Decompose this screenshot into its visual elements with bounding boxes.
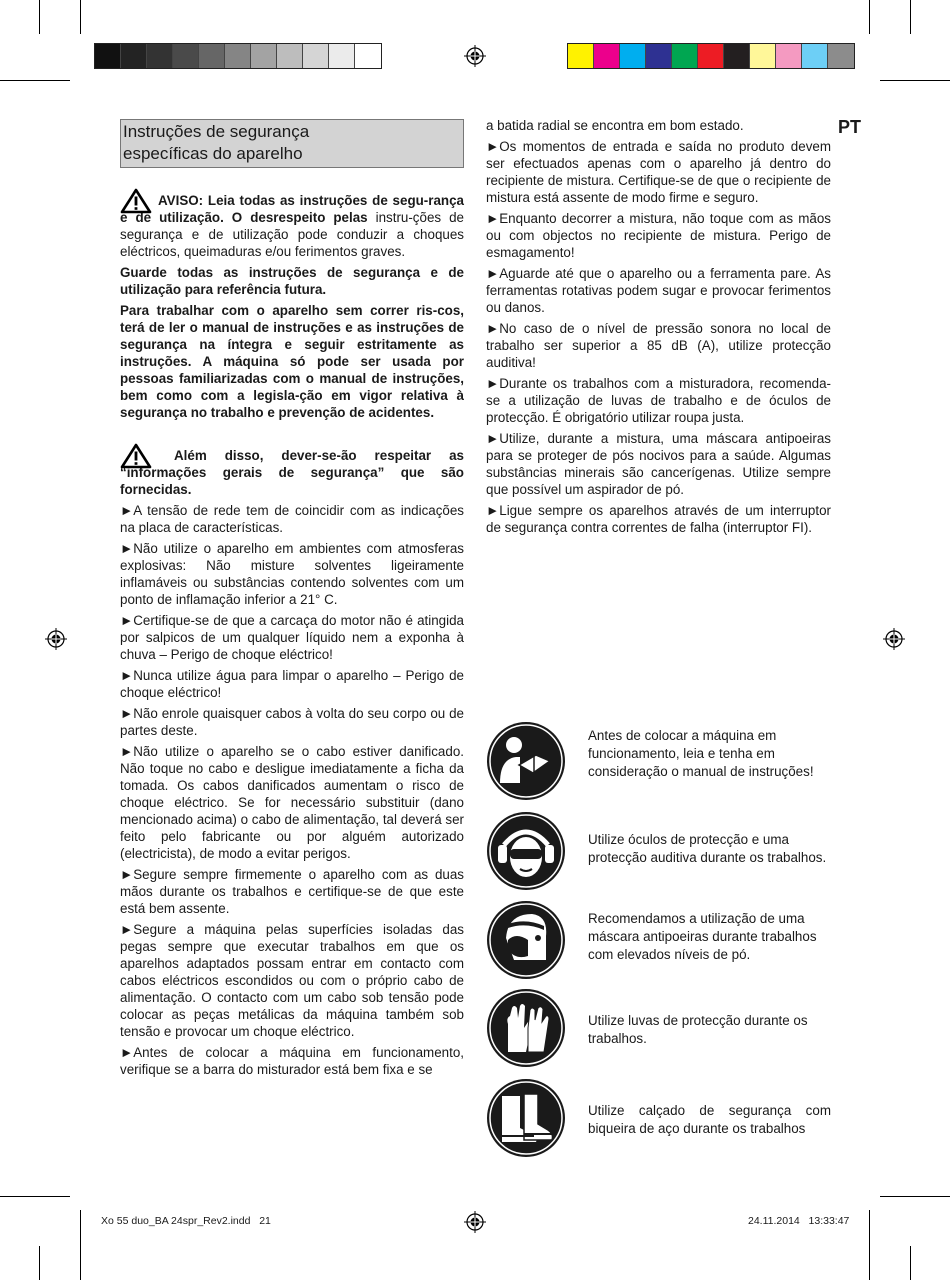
color-swatch [173,44,199,68]
crop-mark [880,80,950,81]
left-column [120,119,464,1082]
eye-ear-protection-icon [486,811,566,891]
color-swatch [355,44,381,68]
crop-mark [869,0,870,34]
crop-mark [39,1246,40,1280]
list-item: ►Durante os trabalhos com a misturadora, recomenda-se a utilização de luvas de trabalho e de óculos de protecção. É obrigatório utilizar roupa justa. [486,376,831,425]
color-swatch [121,44,147,68]
list-item: ►Não utilize o aparelho em ambientes com atmosferas explosivas: Não misture solventes ligeiramente inflamáveis ou substâncias contendo solventes com um ponto de inflamação inferior a 21° C. [120,541,464,607]
color-swatch [147,44,173,68]
crop-mark [880,1196,950,1197]
color-swatch [802,44,828,68]
registration-mark-icon [464,1211,486,1233]
general-note [120,447,464,498]
list-item: ►Não enrole quaisquer cabos à volta do seu corpo ou de partes deste. [120,706,464,738]
list-item: ►Segure sempre firmemente o aparelho com as duas mãos durante os trabalhos e certifique-se de que este está bem assente. [120,867,464,916]
footer-timestamp: 24.11.2014 13:33:47 [748,1215,850,1227]
list-item: ►Nunca utilize água para limpar o aparelho – Perigo de choque eléctrico! [120,668,464,700]
grayscale-bar [94,43,382,69]
list-item: ►A tensão de rede tem de coincidir com as indicações na placa de características. [120,503,464,535]
crop-mark [0,1196,70,1197]
crop-mark [910,0,911,34]
list-item: ►Aguarde até que o aparelho ou a ferramenta pare. As ferramentas rotativas podem sugar e provocar ferimentos ou danos. [486,266,831,315]
list-item: ►Segure a máquina pelas superfícies isoladas das pegas sempre que executar trabalhos em que os aparelhos adaptados possam entrar em contacto com cabos eléctricos escondidos ou com o próprio cabo de alimentação. O contacto com um cabo sob tensão pode colocar as peças metálicas da máquina também sob tensão e provocar um choque eléctrico. [120,922,464,1039]
sign-text: Utilize luvas de protecção durante os trabalhos. [588,1013,808,1046]
color-swatch [672,44,698,68]
footer-filename: Xo 55 duo_BA 24spr_Rev2.indd 21 [101,1215,271,1227]
color-swatch [724,44,750,68]
read-manual-icon [486,721,566,801]
warning-triangle-icon [120,188,152,214]
color-swatch [199,44,225,68]
crop-mark [869,1210,870,1280]
registration-mark-icon [45,628,67,650]
color-swatch [251,44,277,68]
warning-rest: instru-ções de segurança e de utilização pode conduzir a choques eléctricos, queimaduras e/ou ferimentos graves. [120,210,464,259]
list-item: ►Enquanto decorrer a mistura, não toque com as mãos ou com objectos no recipiente de mistura. Perigo de esmagamento! [486,211,831,260]
registration-mark-icon [883,628,905,650]
list-item: ►Utilize, durante a mistura, uma máscara antipoeiras para se proteger de pós nocivos para a saúde. Algumas substâncias minerais são cancerígenas. Utilize sempre que possível um aspirador de pó. [486,431,831,497]
list-item: ►Antes de colocar a máquina em funcionamento, verifique se a barra do misturador está bem fixa e se [120,1045,464,1077]
color-swatch [568,44,594,68]
list-item: ►Não utilize o aparelho se o cabo estiver danificado. Não toque no cabo e desligue imediatamente a ficha da tomada. Os cabos danificados aumentam o risco de choque eléctrico. Se for necessário substituir (dano mencionado acima) o cabo de alimentação, tal deverá ser feito pelo fabricante ou por alguém autorizado (electricista), de modo a evitar perigos. [120,744,464,861]
safety-boots-icon [486,1078,566,1158]
color-swatch [698,44,724,68]
language-tab: PT [838,117,862,137]
heading-line: específicas do aparelho [123,144,303,163]
color-swatch [828,44,854,68]
crop-mark [80,0,81,34]
warning-triangle-icon [120,443,152,469]
section-heading [120,119,464,168]
operating-note: Para trabalhar com o aparelho sem correr ris-cos, terá de ler o manual de instruções e as instruções de segurança na íntegra e seguir estritamente as instruções. A máquina só pode ser usada por pessoas familiarizadas com o manual de instruções, bem como com a legisla-ção em vigor relativa à segurança no trabalho e prevenção de acidentes. [120,303,464,420]
crop-mark [80,1210,81,1280]
list-item: a batida radial se encontra em bom estado. [486,118,744,133]
color-swatch [620,44,646,68]
color-swatch [750,44,776,68]
sign-text: Utilize calçado de segurança com biqueira de aço durante os trabalhos [588,1103,831,1136]
crop-mark [0,80,70,81]
color-swatch [646,44,672,68]
sign-text: Utilize óculos de protecção e uma protecção auditiva durante os trabalhos. [588,832,827,865]
warning-lead: AVISO: Leia todas as instruções de segu-rança e de utilização. O desrespeito pelas [120,193,464,225]
color-swatch [277,44,303,68]
list-item: ►Ligue sempre os aparelhos através de um interruptor de segurança contra correntes de falha (interruptor FI). [486,503,831,535]
list-item: ►Certifique-se de que a carcaça do motor não é atingida por salpicos de um qualquer líquido nem a exponha à chuva – Perigo de choque eléctrico! [120,613,464,662]
crop-mark [910,1246,911,1280]
warning-paragraph [120,192,464,260]
color-swatch [594,44,620,68]
sign-text: Recomendamos a utilização de uma máscara antipoeiras durante trabalhos com elevados níveis de pó. [588,911,817,962]
list-item: ►No caso de o nível de pressão sonora no local de trabalho ser superior a 85 dB (A), utilize protecção auditiva! [486,321,831,370]
color-swatch [225,44,251,68]
crop-mark [39,0,40,34]
gloves-icon [486,988,566,1068]
color-swatch [303,44,329,68]
list-item: ►Os momentos de entrada e saída no produto devem ser efectuados apenas com o aparelho já dentro do recipiente de mistura. Certifique-se de que o recipiente de mistura está assente de modo firme e seguro. [486,139,831,205]
heading-line: Instruções de segurança [123,122,310,141]
registration-mark-icon [464,45,486,67]
general-note-text: Além disso, dever-se-ão respeitar as “informações gerais de segurança” que são fornecidas. [120,448,464,497]
sign-text: Antes de colocar a máquina em funcionamento, leia e tenha em consideração o manual de instruções! [588,728,814,779]
dust-mask-icon [486,900,566,980]
color-swatch [776,44,802,68]
color-swatch [95,44,121,68]
color-bar [567,43,855,69]
keep-instructions: Guarde todas as instruções de segurança e de utilização para referência futura. [120,265,464,297]
right-column [486,117,831,540]
color-swatch [329,44,355,68]
